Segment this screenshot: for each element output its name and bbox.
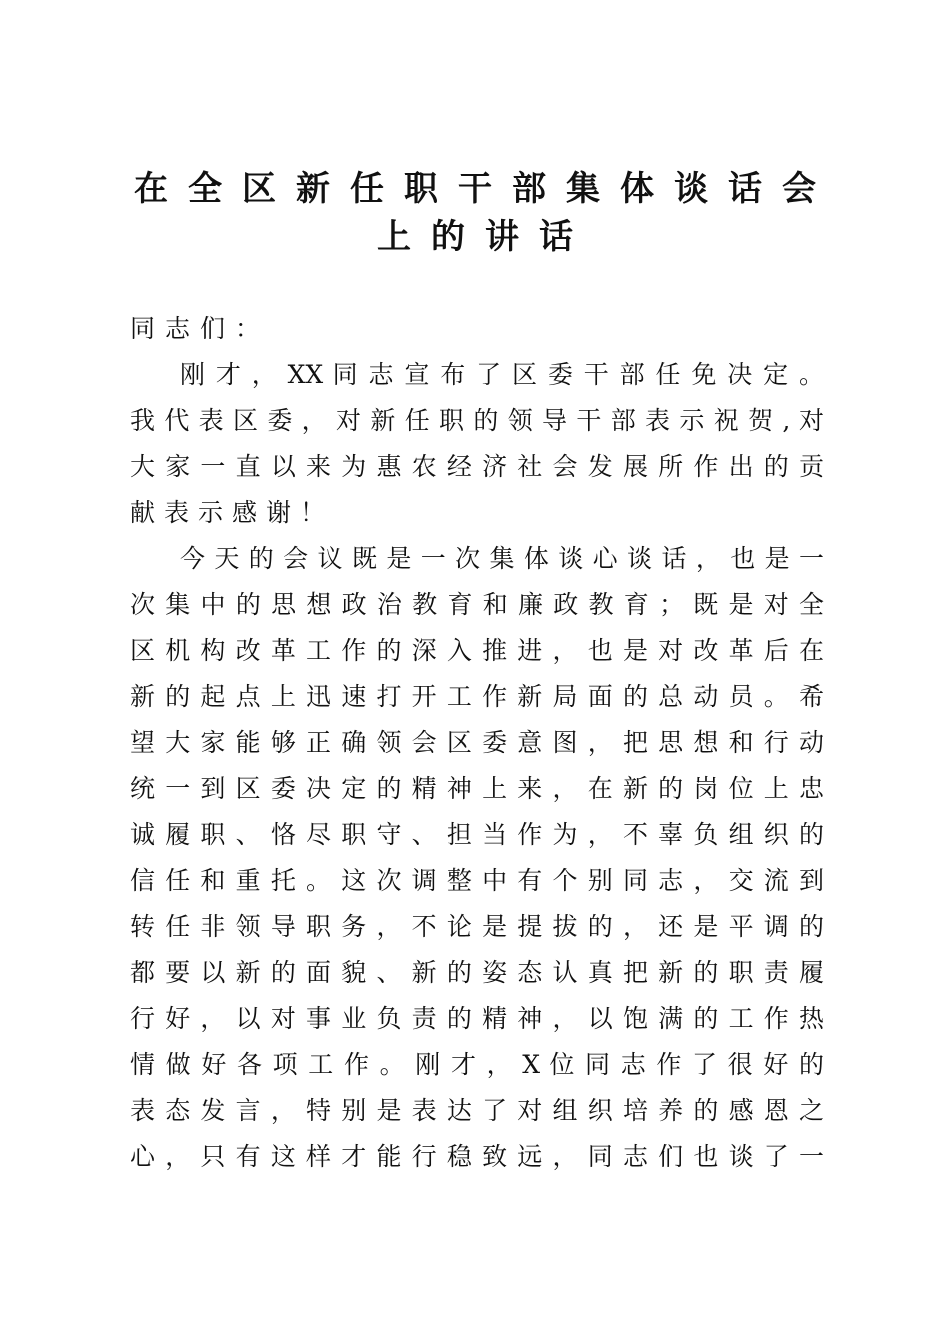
paragraph-line: 大 家 一 直 以 来 为 惠 农 经 济 社 会 发 展 所 作 出 的 贡 — [130, 452, 824, 481]
paragraph-line: 区 机 构 改 革 工 作 的 深 入 推 进 ， 也 是 对 改 革 后 在 — [130, 636, 824, 665]
document-title-line-2: 上的讲话 — [377, 217, 593, 257]
speech-body — [130, 306, 824, 1180]
paragraph-line: 心 ， 只 有 这 样 才 能 行 稳 致 远 ， 同 志 们 也 谈 了 一 — [130, 1142, 824, 1171]
paragraph-line: 都 要 以 新 的 面 貌 、 新 的 姿 态 认 真 把 新 的 职 责 履 — [130, 958, 824, 987]
paragraph-line: 转 任 非 领 导 职 务 ， 不 论 是 提 拔 的 ， 还 是 平 调 的 — [130, 912, 824, 941]
salutation: 同志们： — [130, 314, 271, 343]
paragraph-line: 信 任 和 重 托 。 这 次 调 整 中 有 个 别 同 志 ， 交 流 到 — [130, 866, 824, 895]
paragraph-line: 刚 才 ， XX 同 志 宣 布 了 区 委 干 部 任 免 决 定 。 — [180, 360, 824, 389]
paragraph-line: 表 态 发 言 ， 特 别 是 表 达 了 对 组 织 培 养 的 感 恩 之 — [130, 1096, 824, 1125]
paragraph-line: 我 代 表 区 委 ， 对 新 任 职 的 领 导 干 部 表 示 祝 贺 , 对 — [130, 406, 824, 435]
paragraph-line: 诚 履 职 、 恪 尽 职 守 、 担 当 作 为 ， 不 辜 负 组 织 的 — [130, 820, 824, 849]
paragraph-line: 统 一 到 区 委 决 定 的 精 神 上 来 ， 在 新 的 岗 位 上 忠 — [130, 774, 824, 803]
paragraph-line: 次 集 中 的 思 想 政 治 教 育 和 廉 政 教 育 ； 既 是 对 全 — [130, 590, 824, 619]
paragraph-line: 今 天 的 会 议 既 是 一 次 集 体 谈 心 谈 话 ， 也 是 一 — [180, 544, 824, 573]
paragraph-line: 新 的 起 点 上 迅 速 打 开 工 作 新 局 面 的 总 动 员 。 希 — [130, 682, 824, 711]
paragraph-line: 情 做 好 各 项 工 作 。 刚 才 ， X 位 同 志 作 了 很 好 的 — [130, 1050, 824, 1079]
paragraph-line: 行 好 ， 以 对 事 业 负 责 的 精 神 ， 以 饱 满 的 工 作 热 — [130, 1004, 824, 1033]
paragraph-line: 望 大 家 能 够 正 确 领 会 区 委 意 图 ， 把 思 想 和 行 动 — [130, 728, 824, 757]
document-title-line-1: 在全区新任职干部集体谈话会 — [134, 169, 836, 209]
paragraph-line: 献表示感谢！ — [130, 498, 335, 527]
